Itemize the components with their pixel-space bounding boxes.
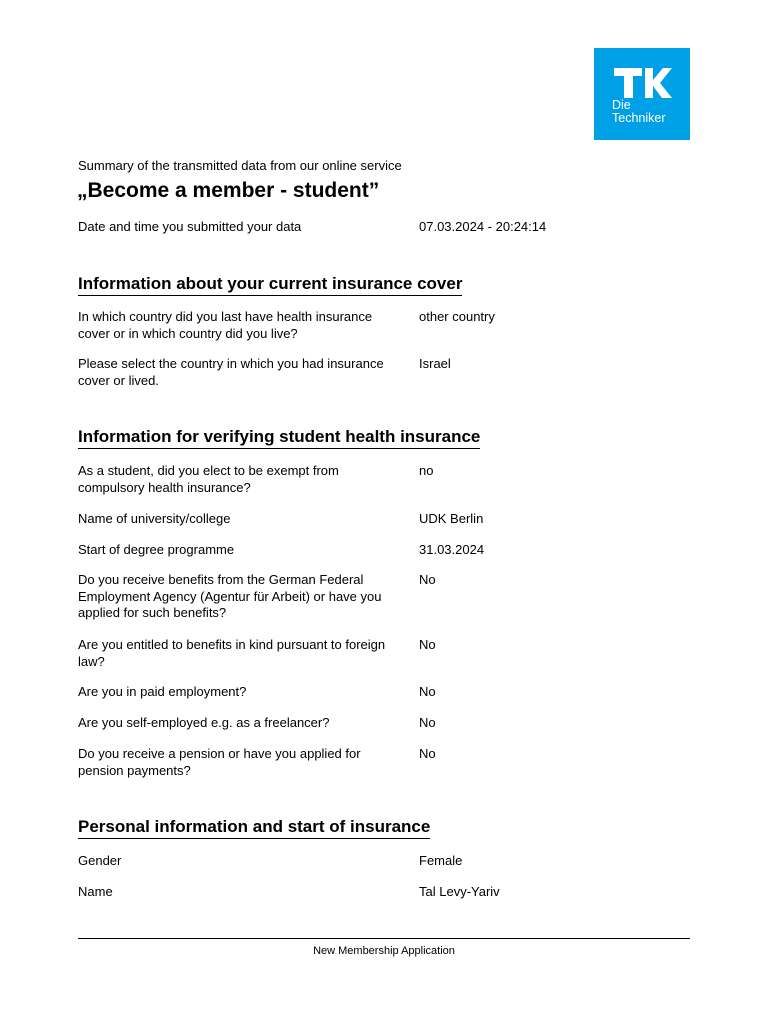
answer-text: no: [419, 463, 434, 478]
section-heading-insurance-cover: Information about your current insurance cover: [78, 274, 462, 296]
section-heading-student-insurance: Information for verifying student health insurance: [78, 427, 480, 449]
answer-text: No: [419, 637, 436, 652]
answer-text: No: [419, 684, 436, 699]
submission-answer: 07.03.2024 - 20:24:14: [419, 219, 547, 234]
answer-text: No: [419, 746, 436, 761]
question-text: As a student, did you elect to be exempt from compulsory health insurance?: [78, 463, 339, 495]
answer-text: Tal Levy-Yariv: [419, 884, 500, 899]
tk-logo-icon: [614, 68, 672, 100]
document-title: „Become a member - student”: [77, 179, 380, 202]
summary-intro: Summary of the transmitted data from our online service: [78, 158, 402, 173]
answer-text: No: [419, 715, 436, 730]
answer-text: No: [419, 572, 436, 587]
answer-text: other country: [419, 309, 495, 324]
answer-text: Israel: [419, 356, 451, 371]
question-text: Do you receive benefits from the German Federal Employment Agency (Agentur für Arbeit) or have you applied for such benefits?: [78, 572, 382, 620]
question-text: In which country did you last have health insurance cover or in which country did you live?: [78, 309, 373, 341]
tk-logo: [594, 48, 690, 140]
question-text: Gender: [78, 853, 122, 868]
section-heading-personal-info: Personal information and start of insurance: [78, 817, 430, 839]
question-text: Name of university/college: [78, 511, 231, 526]
footer-divider: [78, 938, 690, 939]
question-text: Start of degree programme: [78, 542, 235, 557]
submission-question: Date and time you submitted your data: [78, 219, 302, 234]
question-text: Name: [78, 884, 113, 899]
question-text: Are you entitled to benefits in kind pursuant to foreign law?: [78, 637, 386, 669]
footer-text: New Membership Application: [313, 945, 455, 957]
question-text: Are you self-employed e.g. as a freelancer?: [78, 715, 330, 730]
answer-text: UDK Berlin: [419, 511, 484, 526]
logo-line-die: Die: [612, 98, 631, 112]
logo-line-techniker: Techniker: [612, 111, 666, 125]
question-text: Please select the country in which you had insurance cover or lived.: [78, 356, 384, 388]
question-text: Are you in paid employment?: [78, 684, 247, 699]
answer-text: 31.03.2024: [419, 542, 485, 557]
answer-text: Female: [419, 853, 463, 868]
tk-logo-text: [612, 99, 666, 125]
question-text: Do you receive a pension or have you applied for pension payments?: [78, 746, 361, 778]
